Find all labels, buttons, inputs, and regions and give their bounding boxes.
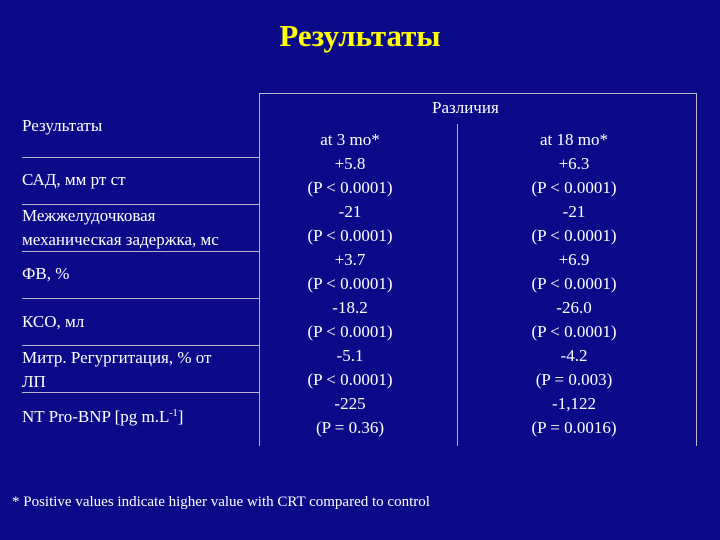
c1-r3-value: +3.7: [334, 250, 366, 269]
c1-r4-value: -18.2: [332, 298, 368, 317]
c1-r6-p: (P = 0.36): [316, 418, 384, 437]
rule-row-5: [22, 392, 259, 393]
row-header: Результаты: [22, 116, 103, 135]
c2-r3-p: (P < 0.0001): [531, 274, 617, 293]
row-label-mr-1: Митр. Регургитация, % от: [22, 348, 212, 367]
c2-r2-p: (P < 0.0001): [531, 226, 617, 245]
c1-r2-value: -21: [338, 202, 362, 221]
row-label-sad: САД, мм рт ст: [22, 170, 126, 189]
row-label-ef: ФВ, %: [22, 264, 70, 283]
c1-r4-p: (P < 0.0001): [307, 322, 393, 341]
row-label-ntprobnp: [22, 405, 183, 429]
c1-r3-p: (P < 0.0001): [307, 274, 393, 293]
col-header-18mo: at 18 mo*: [540, 130, 608, 149]
col-header-3mo: at 3 mo*: [320, 130, 380, 149]
c1-r5-p: (P < 0.0001): [307, 370, 393, 389]
c2-r2-value: -21: [562, 202, 586, 221]
c1-r5-value: -5.1: [336, 346, 364, 365]
rule-row-3: [22, 298, 259, 299]
c2-r1-p: (P < 0.0001): [531, 178, 617, 197]
c2-r6-p: (P = 0.0016): [531, 418, 617, 437]
footnote: * Positive values indicate higher value with CRT compared to control: [12, 494, 430, 510]
row-label-iv-delay-2: механическая задержка, мс: [22, 230, 219, 249]
group-header: Различия: [432, 98, 499, 117]
c2-r5-value: -4.2: [560, 346, 588, 365]
row-label-mr-2: ЛП: [22, 372, 46, 391]
c1-r2-p: (P < 0.0001): [307, 226, 393, 245]
c1-r1-value: +5.8: [334, 154, 366, 173]
row-label-iv-delay-1: Межжелудочковая: [22, 206, 156, 225]
ntprobnp-suffix: ]: [177, 407, 184, 426]
rule-top: [260, 93, 697, 94]
rule-mid: [457, 124, 458, 446]
c2-r4-p: (P < 0.0001): [531, 322, 617, 341]
c1-r1-p: (P < 0.0001): [307, 178, 393, 197]
c2-r5-p: (P = 0.003): [535, 370, 613, 389]
c1-r6-value: -225: [334, 394, 366, 413]
c2-r1-value: +6.3: [558, 154, 590, 173]
c2-r3-value: +6.9: [558, 250, 590, 269]
c2-r4-value: -26.0: [556, 298, 592, 317]
slide-title: Результаты: [279, 18, 441, 53]
c2-r6-value: -1,122: [552, 394, 596, 413]
ntprobnp-sup: -1: [169, 408, 178, 419]
row-label-esv: КСО, мл: [22, 312, 85, 331]
rule-after-header: [22, 157, 259, 158]
ntprobnp-prefix: NT Pro-BNP [pg m.L: [22, 407, 170, 426]
rule-right: [696, 93, 697, 446]
